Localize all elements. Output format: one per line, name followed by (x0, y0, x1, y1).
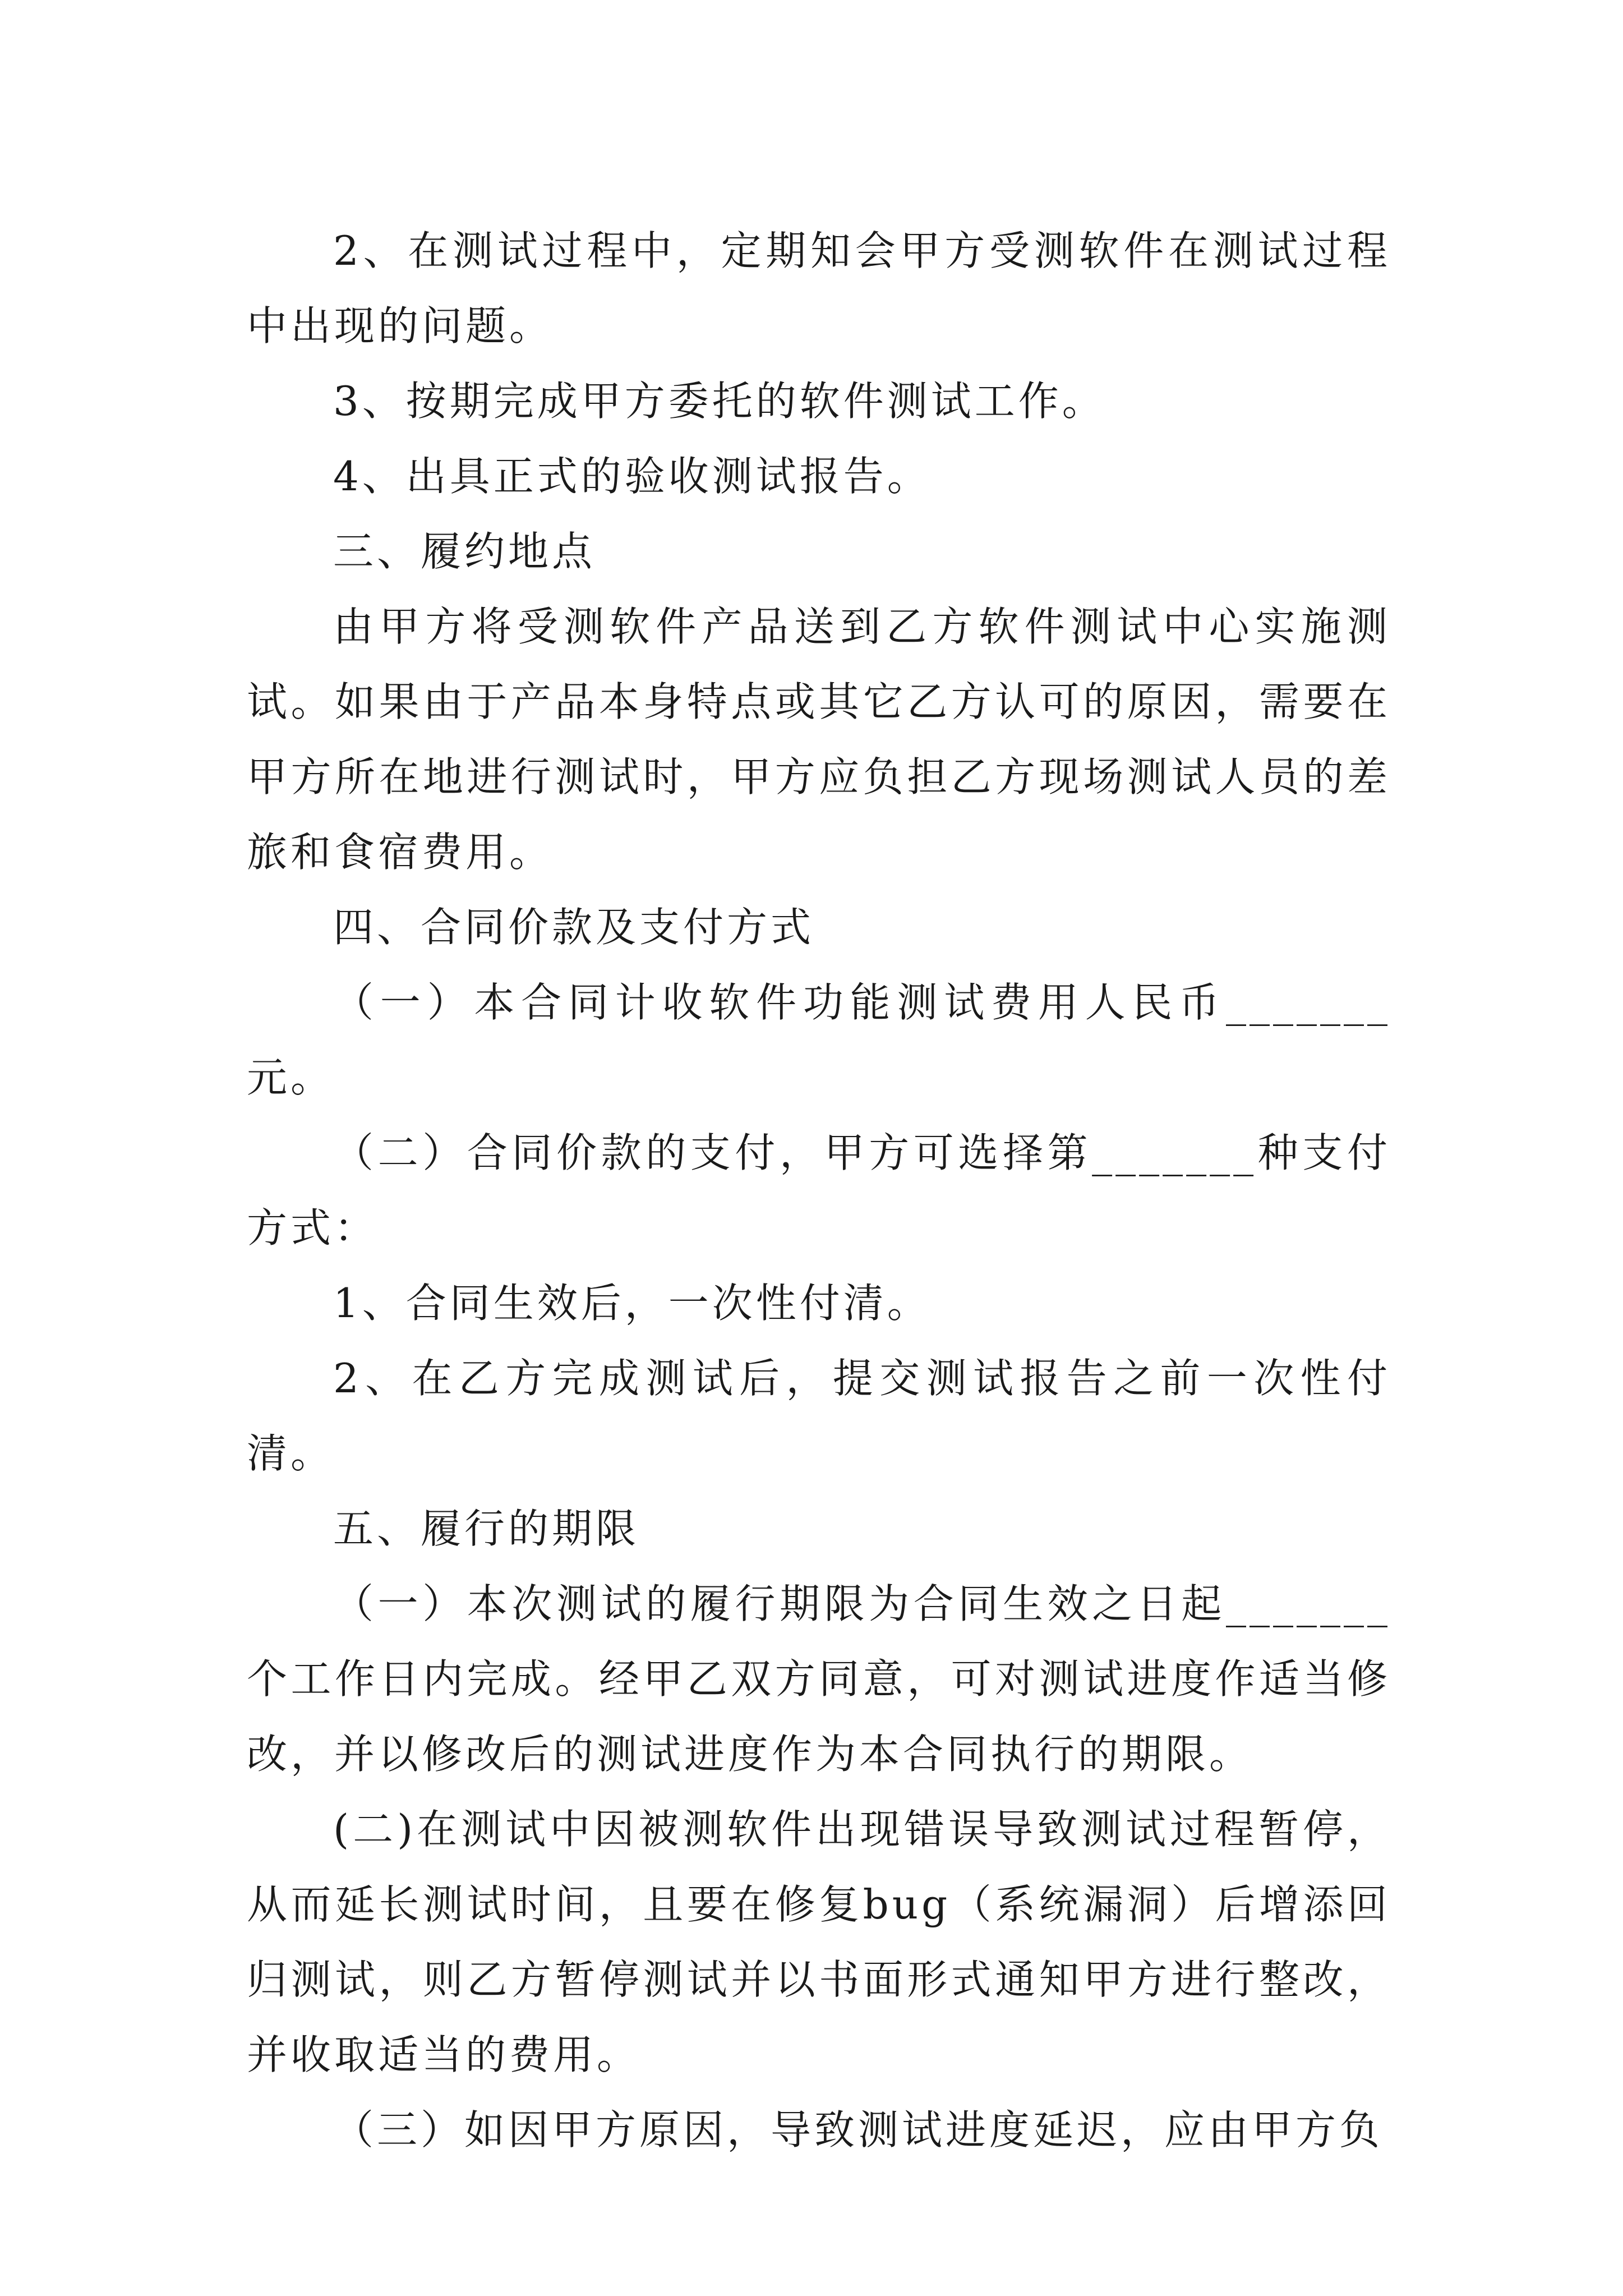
paragraph-payment-option-2: 2、在乙方完成测试后，提交测试报告之前一次性付清。 (247, 1355, 1391, 1477)
paragraph-obligation-2: 2、在测试过程中，定期知会甲方受测软件在测试过程中出现的问题。 (247, 227, 1391, 349)
section-heading-payment: 四、合同价款及支付方式 (333, 904, 815, 951)
paragraph-obligation-4: 4、出具正式的验收测试报告。 (333, 453, 931, 500)
paragraph-term-3: （三）如因甲方原因，导致测试进度延迟，应由甲方负 (333, 2106, 1384, 2154)
section-heading-place: 三、履约地点 (333, 528, 596, 575)
paragraph-obligation-3: 3、按期完成甲方委托的软件测试工作。 (333, 378, 1106, 425)
paragraph-payment-amount: （一）本合同计收软件功能测试费用人民币_______元。 (247, 979, 1391, 1101)
paragraph-term-1: （一）本次测试的履行期限为合同生效之日起_______个工作日内完成。经甲乙双方同意，可对测试进度作适当修改，并以修改后的测试进度作为本合同执行的期限。 (247, 1580, 1391, 1778)
paragraph-payment-option-1: 1、合同生效后，一次性付清。 (333, 1280, 931, 1327)
paragraph-place-details: 由甲方将受测软件产品送到乙方软件测试中心实施测试。如果由于产品本身特点或其它乙方认可的原因，需要在甲方所在地进行测试时，甲方应负担乙方现场测试人员的差旅和食宿费用。 (247, 603, 1391, 876)
document-page (247, 213, 1391, 2168)
paragraph-payment-method: （二）合同价款的支付，甲方可选择第_______种支付方式： (247, 1129, 1391, 1251)
paragraph-term-2: (二)在测试中因被测软件出现错误导致测试过程暂停，从而延长测试时间，且要在修复bug（系统漏洞）后增添回归测试，则乙方暂停测试并以书面形式通知甲方进行整改，并收取适当的费用。 (247, 1806, 1391, 2078)
section-heading-term: 五、履行的期限 (333, 1505, 640, 1552)
